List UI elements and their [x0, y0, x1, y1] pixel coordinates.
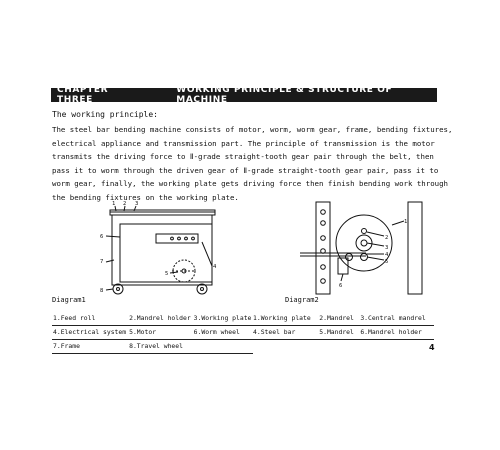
legend-item: 7.Frame	[52, 340, 128, 354]
legend-item: 4.Steel bar	[252, 326, 318, 340]
diagram2-callout-3: 3	[385, 245, 389, 251]
diagram2-caption: Diagram2	[285, 296, 319, 304]
legend-item: 1.Working plate	[252, 312, 318, 326]
machine-diagram	[92, 200, 222, 300]
chapter-title: WORKING PRINCIPLE & STRUCTURE OF MACHINE	[176, 85, 393, 105]
legend-row	[52, 326, 253, 340]
legend-item: 2.Mandrel holder	[128, 312, 193, 326]
legend-item: 1.Feed roll	[52, 312, 128, 326]
diagram2-callout-6: 6	[339, 283, 343, 289]
paragraph-line: pass it to worm through the driven gear of Ⅱ-grade straight-tooth gear pair, pass it to	[52, 165, 439, 175]
working-plate-diagram	[296, 199, 436, 299]
legend-row	[252, 312, 434, 326]
diagram1-callout-2: 2	[123, 201, 127, 207]
legend-row	[52, 312, 253, 326]
diagram1-callout-8: 8	[100, 288, 104, 294]
diagram1-callout-3: 3	[135, 201, 139, 207]
diagram1-callout-6: 6	[100, 234, 104, 240]
diagram1-callout-4: 4	[213, 264, 217, 270]
diagram1-callout-5: 5	[165, 271, 169, 277]
diagram2-callout-2: 2	[385, 235, 389, 241]
paragraph-line: transmits the driving force to Ⅱ-grade straight-tooth gear pair through the belt, then	[52, 152, 434, 162]
legend-item: 8.Travel wheel	[128, 340, 193, 354]
legend-item: 3.Central mandrel	[359, 312, 434, 326]
paragraph-line: the bending fixtures on the working plate.	[52, 192, 239, 202]
diagram1-callout-7: 7	[100, 259, 104, 265]
principle-paragraph	[52, 123, 453, 205]
section-heading: The working principle:	[52, 110, 158, 119]
legend-item: 2.Mandrel	[318, 312, 359, 326]
legend-row	[52, 340, 253, 354]
legend-row	[252, 326, 434, 340]
page-number: 4	[429, 343, 435, 352]
diagram2-legend	[252, 312, 434, 340]
paragraph-line: worm gear, finally, the working plate gets driving force then finish bending work through	[52, 179, 449, 189]
diagram1-callout-1: 1	[112, 201, 116, 207]
chapter-label: CHAPTER THREE	[57, 85, 109, 105]
legend-item: 5.Mandrel	[318, 326, 359, 340]
legend-item	[193, 340, 254, 354]
diagram1-caption: Diagram1	[52, 296, 86, 304]
diagram1-legend	[52, 312, 253, 354]
legend-item: 3.Working plate	[193, 312, 254, 326]
diagram2-callout-4: 4	[385, 252, 389, 258]
legend-item: 5.Motor	[128, 326, 193, 340]
legend-item: 4.Electrical system	[52, 326, 128, 340]
diagram2-callout-1: 1	[404, 219, 408, 225]
legend-item: 6.Worm wheel	[193, 326, 254, 340]
paragraph-line: electrical appliance and transmission part. The principle of transmission is the motor	[52, 138, 435, 148]
diagram2-callout-5: 5	[385, 259, 389, 265]
chapter-header-bar	[51, 85, 437, 105]
legend-item: 6.Mandrel holder	[359, 326, 434, 340]
paragraph-line: The steel bar bending machine consists of motor, worm, worm gear, frame, bending fixtures,	[52, 125, 453, 134]
